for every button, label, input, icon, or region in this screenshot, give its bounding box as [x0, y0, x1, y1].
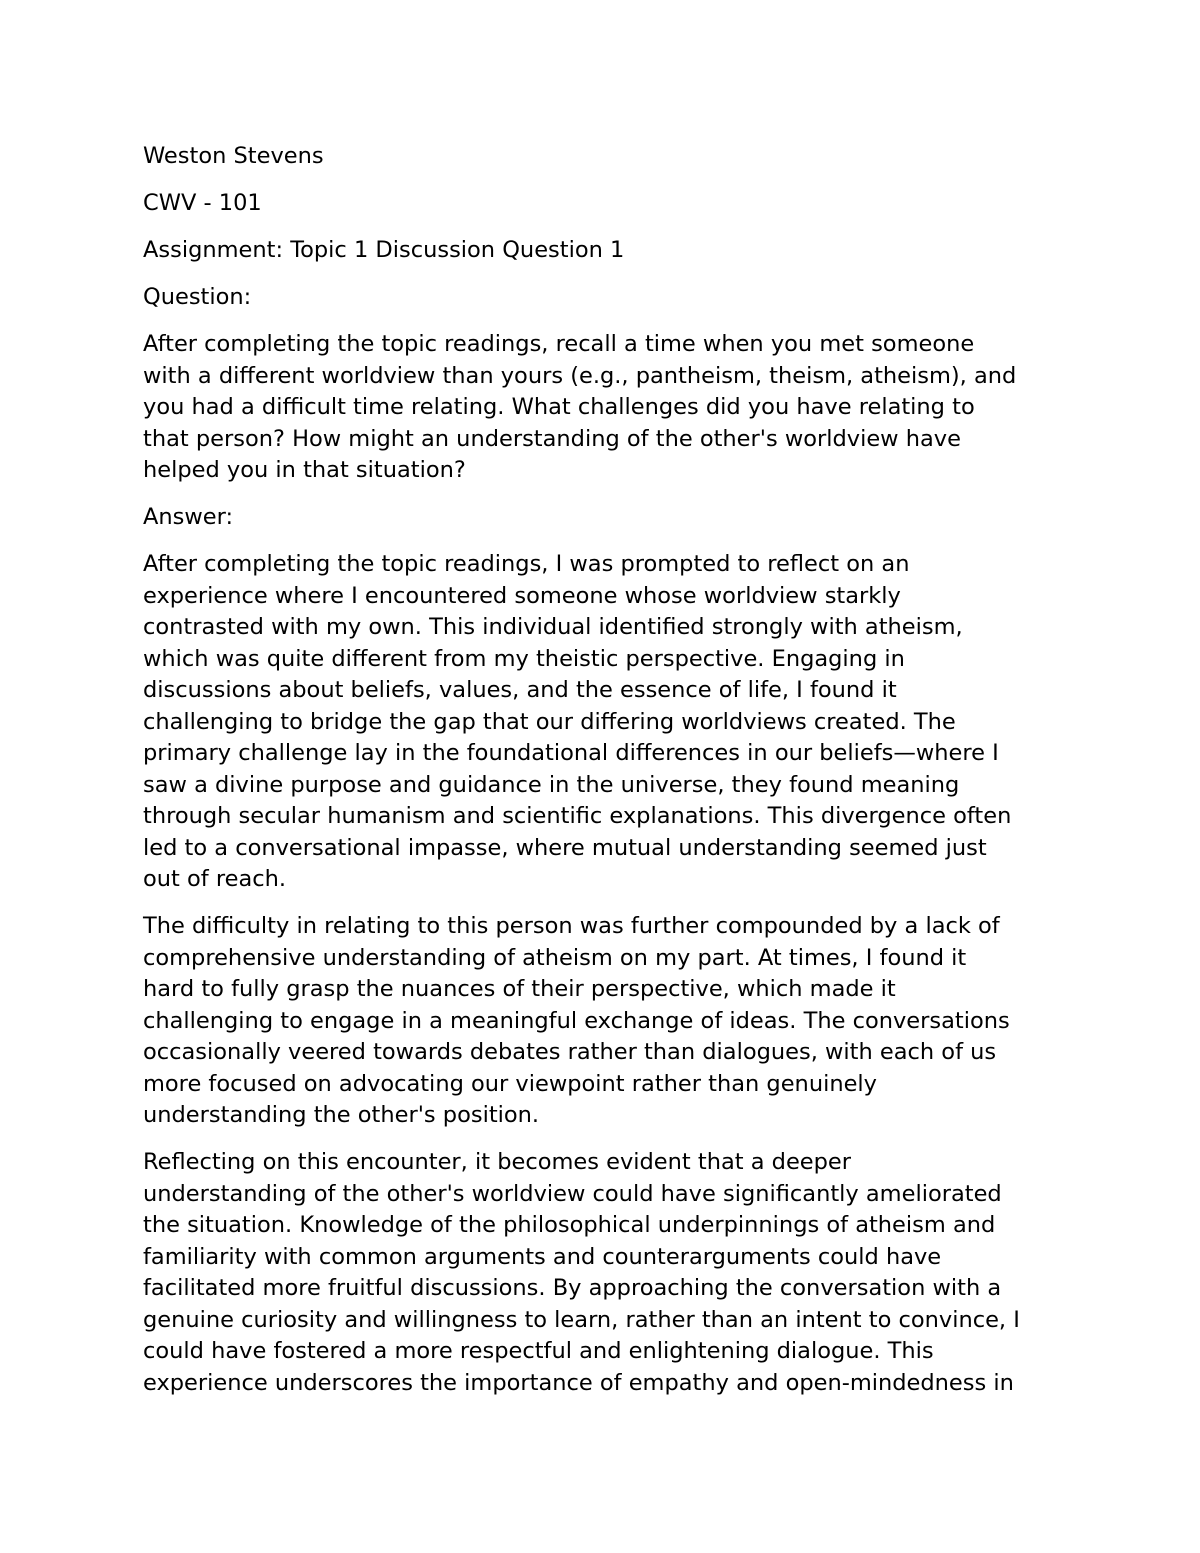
answer-paragraph: Reflecting on this encounter, it becomes evident that a deeper understanding of the other's worldview could have significantly ameliorated the situation. Knowledge of the philosophical underpinnings of atheism and familiarity with common arguments and counterarguments could have facilitated more fruitful discussions. By approaching the conversation with a genuine curiosity and willingness to learn, rather than an intent to convince, I could have fostered a more respectful and enlightening dialogue. This experience underscores the importance of empathy and open-mindedness in	[143, 1149, 1020, 1396]
question-text: After completing the topic readings, recall a time when you met someone with a different worldview than yours (e.g., pantheism, theism, atheism), and you had a difficult time relating. What challenges did you have relating to that person? How might an understanding of the other's worldview have helped you in that situation?	[143, 331, 1017, 483]
question-label: Question:	[143, 284, 252, 310]
author-name: Weston Stevens	[143, 143, 324, 169]
answer-paragraph: After completing the topic readings, I was prompted to reflect on an experience where I encountered someone whose worldview starkly contrasted with my own. This individual identified strongly with atheism, which was quite different from my theistic perspective. Engaging in discussions about beliefs, values, and the essence of life, I found it challenging to bridge the gap that our differing worldviews created. The primary challenge lay in the foundational differences in our beliefs—where I saw a divine purpose and guidance in the universe, they found meaning through secular humanism and scientific explanations. This divergence often led to a conversational impasse, where mutual understanding seemed just out of reach.	[143, 551, 1012, 892]
answer-label: Answer:	[143, 504, 234, 530]
assignment-title: Assignment: Topic 1 Discussion Question 1	[143, 237, 625, 263]
answer-paragraph: The difficulty in relating to this person was further compounded by a lack of comprehensive understanding of atheism on my part. At times, I found it hard to fully grasp the nuances of their perspective, which made it challenging to engage in a meaningful exchange of ideas. The conversations occasionally veered towards debates rather than dialogues, with each of us more focused on advocating our viewpoint rather than genuinely understanding the other's position.	[143, 913, 1010, 1128]
course-code: CWV - 101	[143, 190, 262, 216]
document-body	[143, 141, 1073, 1415]
